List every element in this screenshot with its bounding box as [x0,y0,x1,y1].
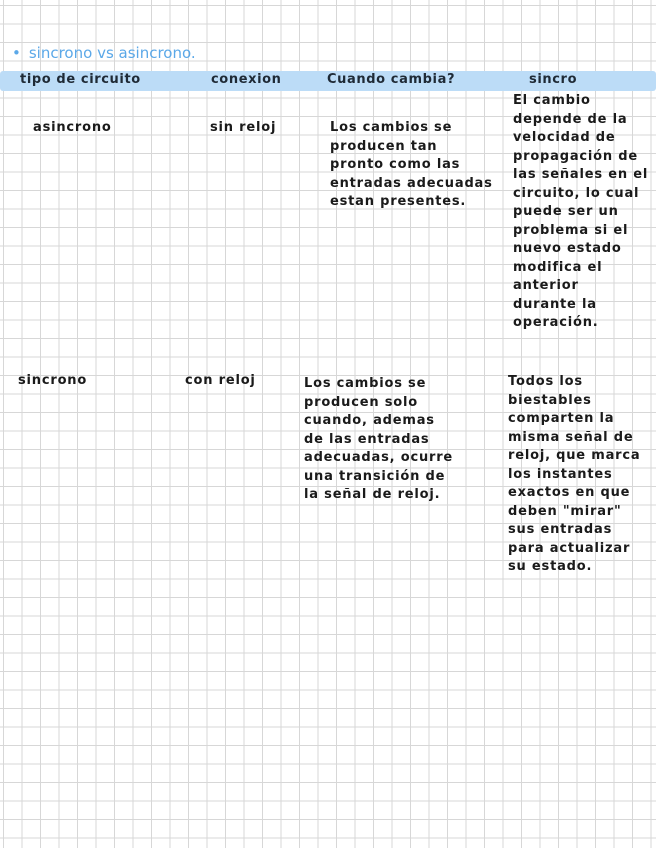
heading-text: sincrono vs asincrono. [28,44,196,62]
header-circuit-type: tipo de circuito [20,72,141,87]
note-heading [12,44,196,62]
row-asincrono-when: Los cambios se producen tan pronto como las entradas adecuadas estan presentes. [330,120,493,209]
header-sync: sincro [529,72,578,87]
row-sincrono-type: sincrono [18,373,88,388]
row-asincrono-sync: El cambio depende de la velocidad de propagación de las señales en el circuito, lo cual puede ser un problema si el nuevo estado modifica el anterior durante la operación. [513,93,649,330]
row-asincrono-connection: sin reloj [210,120,277,135]
header-when-changes: Cuando cambia? [327,72,456,87]
row-sincrono-sync: Todos los biestables comparten la misma señal de reloj, que marca los instantes exactos en que deben "mirar" sus entradas para actualizar su estado. [508,374,641,574]
row-sincrono-connection: con reloj [185,373,256,388]
row-asincrono-type: asincrono [33,120,112,135]
bullet-dot: • [12,44,21,62]
row-sincrono-when: Los cambios se producen solo cuando, ademas de las entradas adecuadas, ocurre una transición de la señal de reloj. [304,376,454,502]
header-connection: conexion [211,72,282,87]
